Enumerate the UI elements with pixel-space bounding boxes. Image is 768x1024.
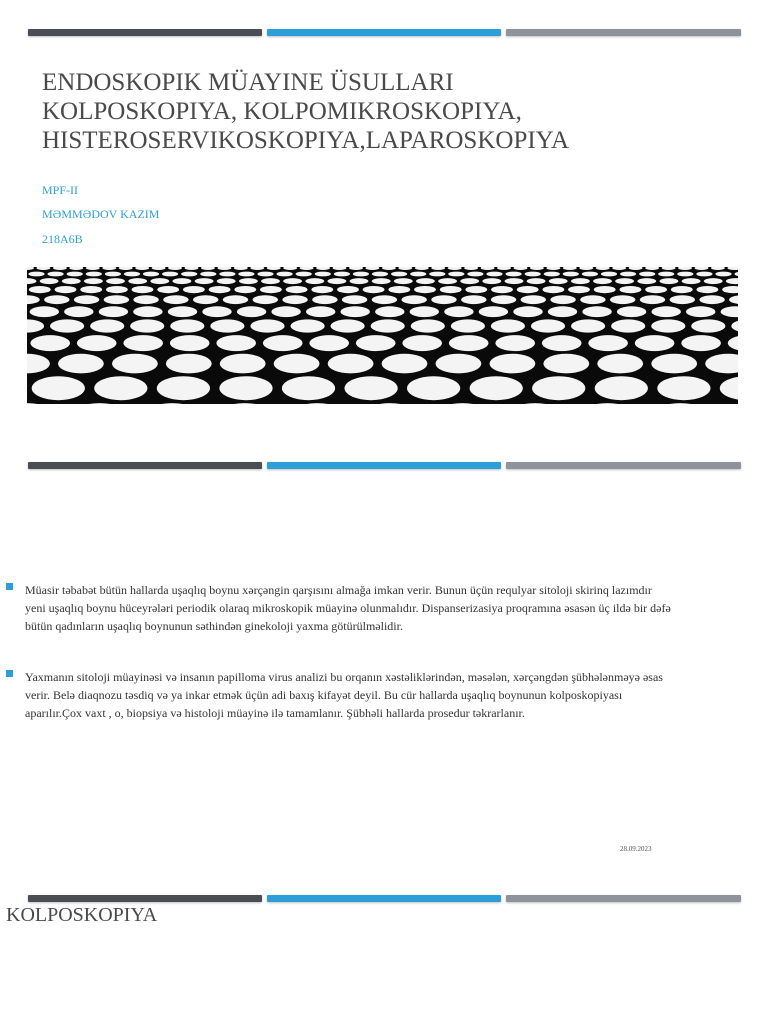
bullet-text bbox=[25, 668, 765, 722]
header-bar-dark bbox=[28, 29, 262, 36]
slide3-header-bars bbox=[28, 895, 741, 903]
header-bar-gray bbox=[506, 895, 741, 902]
footer-bar-blue bbox=[267, 462, 501, 469]
title-line: ENDOSKOPIK MÜAYINE ÜSULLARI bbox=[42, 69, 454, 96]
header-bar-gray bbox=[506, 29, 741, 36]
slide1-title bbox=[42, 68, 742, 155]
footer-bar-dark bbox=[28, 462, 262, 469]
slide-date: 28.09.2023 bbox=[620, 845, 652, 853]
header-bar-blue bbox=[267, 29, 501, 36]
bullet-line: aparılır.Çox vaxt , o, biopsiya və histoloji müayinə ilə tamamlanır. Şübhəli hallarda prosedur təkrarlanır. bbox=[25, 706, 525, 720]
title-line: KOLPOSKOPIYA, KOLPOMIKROSKOPIYA, bbox=[42, 98, 522, 125]
title-line: HISTEROSERVIKOSKOPIYA,LAPAROSKOPIYA bbox=[42, 127, 570, 154]
bullet-square-icon bbox=[6, 583, 13, 590]
bullet-line: Yaxmanın sitoloji müayinəsi və insanın papilloma virus analizi bu orqanın xəstəliklərindən, məsələn, xərçəngdən şübhələnməyə əsas bbox=[25, 670, 663, 684]
bullet-line: yeni uşaqlıq boynu hüceyrələri periodik olaraq mikroskopik müayinə olunmalıdır. Dispanserizasiya proqramına əsasən üç ildə bir dəfə bbox=[25, 601, 671, 615]
bullet-line: bütün qadınların uşaqlıq boynunun səthindən ginekoloji yaxma götürülməlidir. bbox=[25, 619, 403, 633]
slide1-footer-bars bbox=[28, 462, 741, 470]
subtitle-author: MƏMMƏDOV KAZIM bbox=[42, 207, 160, 221]
hero-dots-pattern bbox=[27, 267, 738, 404]
bullet-square-icon bbox=[6, 670, 13, 677]
subtitle-course: MPF-II bbox=[42, 183, 79, 197]
bullet-text bbox=[25, 581, 765, 635]
bullet-line: verir. Belə diaqnozu təsdiq və ya inkar etmək üçün adi baxış kifayət deyil. Bu cür hallarda uşaqlıq boynunun kolposkopiyası bbox=[25, 688, 623, 702]
bullet-line: Müasir təbabət bütün hallarda uşaqlıq boynu xərçəngin qarşısını almağa imkan verir. Bunun üçün requlyar sitoloji skirinq lazımdır bbox=[25, 583, 652, 597]
subtitle-group: 218A6B bbox=[42, 232, 83, 246]
header-bar-dark bbox=[28, 895, 262, 902]
footer-bar-gray bbox=[506, 462, 741, 469]
header-bar-blue bbox=[267, 895, 501, 902]
hero-image bbox=[27, 267, 738, 404]
slide1-header-bars bbox=[28, 29, 741, 37]
slide3-title: KOLPOSKOPIYA bbox=[6, 904, 158, 926]
